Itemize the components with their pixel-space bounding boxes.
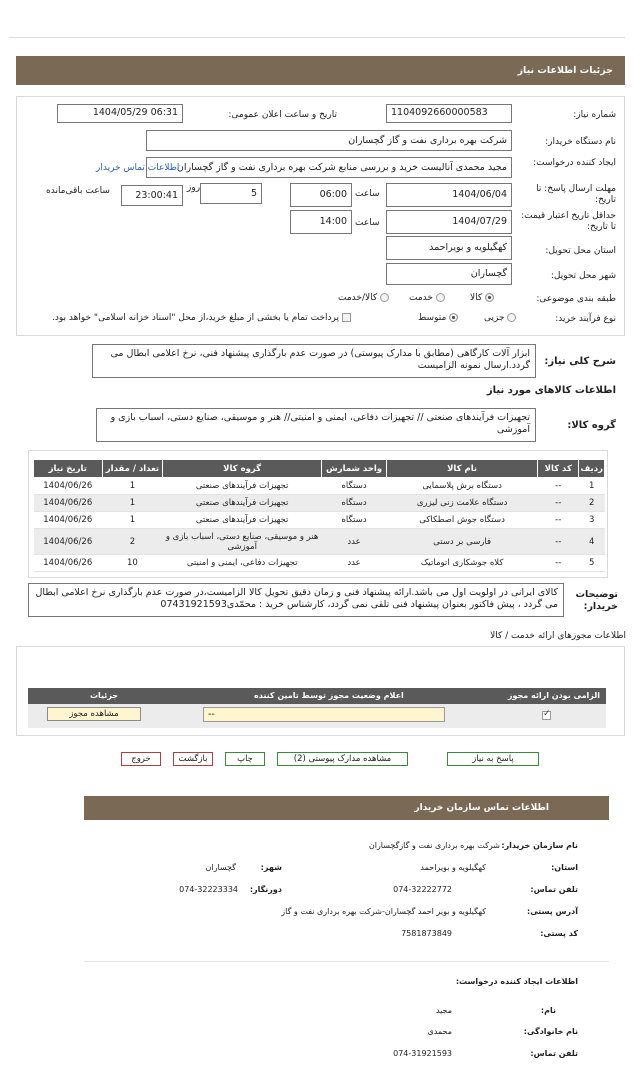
category-service[interactable]: خدمت <box>409 293 445 303</box>
buyer-org-field: شرکت بهره برداری نفت و گاز گچساران <box>146 130 512 151</box>
permit-details-header: جزئیات <box>90 691 119 700</box>
goods-radio-icon[interactable] <box>485 293 494 302</box>
row-index: 1 <box>579 478 605 495</box>
contact-org: شرکت بهره برداری نفت و گازگچساران <box>368 841 500 850</box>
validity-date-field: 1404/07/29 <box>386 210 512 234</box>
validity-label: حداقل تاریخ اعتبار قیمت: تا تاریخ: <box>521 211 616 232</box>
contact-org-label: نام سازمان خریدار: <box>501 841 578 850</box>
contact-postal-label: کد پستی: <box>540 929 578 938</box>
row-group: هنر و موسیقی، صنایع دستی، اسباب بازی و آموزشی <box>163 529 322 555</box>
province-label: استان محل تحویل: <box>545 246 616 256</box>
row-date: 1404/06/26 <box>34 529 103 555</box>
table-row <box>34 529 605 555</box>
buyer-org-label: نام دستگاه خریدار: <box>545 137 616 147</box>
row-unit: دستگاه <box>321 495 386 512</box>
validity-time-label: ساعت <box>355 218 380 228</box>
row-name: فارسی بر دستی <box>387 529 538 555</box>
table-row <box>34 555 605 572</box>
back-button[interactable]: بازگشت <box>173 752 213 766</box>
row-date: 1404/06/26 <box>34 512 103 529</box>
goods-group-field: تجهیزات فرآیندهای صنعتی // تجهیزات دفاعی، ایمنی و امنیتی// هنر و موسیقی، صنایع دستی، اسباب بازی و آموزشی <box>96 408 536 442</box>
row-group: تجهیزات فرآیندهای صنعتی <box>163 512 322 529</box>
table-row <box>34 495 605 512</box>
row-name: کلاه جوشکاری اتوماتیک <box>387 555 538 572</box>
row-qty: 1 <box>102 512 163 529</box>
permit-required-checkbox-icon[interactable] <box>542 711 551 720</box>
permit-required-header: الزامی بودن ارائه مجوز <box>507 691 600 700</box>
reply-button[interactable]: پاسخ به نیاز <box>447 752 539 766</box>
contact-postal: 7581873849 <box>401 929 452 938</box>
category-goods-service[interactable]: کالا/خدمت <box>338 293 389 303</box>
days-remaining-field: 5 <box>200 183 262 204</box>
row-unit: دستگاه <box>321 512 386 529</box>
minor-radio-icon[interactable] <box>507 313 516 322</box>
contact-phone-label: تلفن تماس: <box>530 885 578 894</box>
row-code: -- <box>538 495 579 512</box>
creator-label: ایجاد کننده درخواست: <box>533 158 616 168</box>
row-qty: 10 <box>102 555 163 572</box>
contact-divider <box>84 961 609 962</box>
service-radio-icon[interactable] <box>436 293 445 302</box>
validity-time-field: 14:00 <box>290 210 352 234</box>
creator-phone-label: تلفن تماس: <box>530 1049 578 1058</box>
row-code: -- <box>538 555 579 572</box>
table-row <box>34 512 605 529</box>
province-field: کهگیلویه و بویراحمد <box>386 236 512 260</box>
row-name: دستگاه برش پلاسمایی <box>387 478 538 495</box>
col-code: کد کالا <box>538 460 579 478</box>
goods-group-label: گروه کالا: <box>567 420 616 431</box>
top-divider <box>9 37 625 38</box>
row-code: -- <box>538 478 579 495</box>
creator-family-label: نام خانوادگی: <box>523 1027 578 1036</box>
contact-fax: 074-32223334 <box>179 885 238 894</box>
row-qty: 2 <box>102 529 163 555</box>
creator-field: مجید محمدی آنالیست خرید و بررسی منابع شرکت بهره برداری نفت و گاز گچساران <box>146 157 512 178</box>
goods-table-header <box>34 460 605 478</box>
need-number-field: 1104092660000583 <box>386 104 512 123</box>
contact-title: اطلاعات تماس سازمان خریدار <box>414 803 549 813</box>
buyer-notes-field: کالای ایرانی در اولویت اول می باشد.ارائه پیشنهاد فنی و زمان دقیق تحویل کالا الزامیست،در صورت عدم بارگذاری نرخ اعلامی ابطال می گردد ، پیش فاکتور بعنوان پیشنهاد فنی تلقی نمی گردد، کارشناس خرید : محمّدی07431921593 <box>28 583 564 617</box>
exit-button[interactable]: خروج <box>121 752 161 766</box>
goods-service-radio-icon[interactable] <box>380 293 389 302</box>
creator-info-title: اطلاعات ایجاد کننده درخواست: <box>455 977 578 986</box>
summary-field: ابزار آلات کارگاهی (مطابق با مدارک پیوستی) در صورت عدم بارگذاری پیشنهاد فنی، نرخ اعلامی ابطال می گردد.ارسال نمونه الزامیست <box>92 344 536 378</box>
row-group: تجهیزات دفاعی، ایمنی و امنیتی <box>163 555 322 572</box>
table-row <box>34 478 605 495</box>
contact-province: کهگیلویه و بویراحمد <box>420 863 486 872</box>
col-index: ردیف <box>579 460 605 478</box>
permit-status-header: اعلام وضعیت مجوز توسط تامین کننده <box>254 691 404 700</box>
col-group: گروه کالا <box>163 460 322 478</box>
goods-table <box>33 459 605 572</box>
row-qty: 1 <box>102 478 163 495</box>
creator-name-label: نام: <box>540 1006 556 1015</box>
creator-family: محمدی <box>427 1027 452 1036</box>
row-group: تجهیزات فرآیندهای صنعتی <box>163 478 322 495</box>
category-label: طبقه بندی موضوعی: <box>536 294 616 304</box>
row-date: 1404/06/26 <box>34 555 103 572</box>
permits-header <box>28 688 606 704</box>
row-unit: دستگاه <box>321 478 386 495</box>
summary-label: شرح کلی نیاز: <box>544 356 616 367</box>
contact-fax-label: دورنگار: <box>249 885 282 894</box>
row-name: دستگاه جوش اصطکاکی <box>387 512 538 529</box>
attachments-button[interactable]: مشاهده مدارک پیوستی (2) <box>277 752 408 766</box>
view-permit-button[interactable]: مشاهده مجوز <box>47 707 141 721</box>
contact-header <box>84 796 609 820</box>
purchase-medium[interactable]: متوسط <box>418 313 458 323</box>
treasury-option[interactable]: پرداخت تمام یا بخشی از مبلغ خرید،از محل "اسناد خزانه اسلامی" خواهد بود. <box>52 313 351 323</box>
goods-section-title: اطلاعات کالاهای مورد نیاز <box>486 385 616 396</box>
row-code: -- <box>538 529 579 555</box>
permits-title: اطلاعات مجوزهای ارائه خدمت / کالا <box>490 631 626 641</box>
row-name: دستگاه علامت زنی لیزری <box>387 495 538 512</box>
row-index: 3 <box>579 512 605 529</box>
purchase-minor[interactable]: جزیی <box>484 313 516 323</box>
contact-province-label: استان: <box>551 863 578 872</box>
print-button[interactable]: چاپ <box>225 752 265 766</box>
reply-time-label: ساعت <box>355 189 380 199</box>
col-qty: تعداد / مقدار <box>102 460 163 478</box>
reply-time-field: 06:00 <box>290 183 352 207</box>
announce-field: 1404/05/29 06:31 <box>57 104 183 123</box>
contact-city-label: شهر: <box>260 863 282 872</box>
contact-city: گچساران <box>205 863 236 872</box>
contact-phone: 074-32222772 <box>393 885 452 894</box>
col-unit: واحد شمارش <box>321 460 386 478</box>
day-label: روز <box>187 183 201 193</box>
need-number-label: شماره نیاز: <box>573 110 616 120</box>
buyer-contact-link[interactable]: اطلاعات تماس خریدار <box>96 163 180 173</box>
row-index: 4 <box>579 529 605 555</box>
row-unit: عدد <box>321 529 386 555</box>
contact-address-label: آدرس پستی: <box>527 907 578 916</box>
row-group: تجهیزات فرآیندهای صنعتی <box>163 495 322 512</box>
reply-date-field: 1404/06/04 <box>386 183 512 207</box>
creator-phone: 074-31921593 <box>393 1049 452 1058</box>
creator-name: مجید <box>435 1006 452 1015</box>
col-name: نام کالا <box>387 460 538 478</box>
contact-address: کهگیلویه و بویر احمد گچساران-شرکت بهره برداری نفت و گاز <box>281 907 486 916</box>
row-qty: 1 <box>102 495 163 512</box>
category-goods[interactable]: کالا <box>470 293 494 303</box>
time-remaining-field: 23:00:41 <box>121 185 183 206</box>
page-header <box>16 56 625 85</box>
page-title: جزئیات اطلاعات نیاز <box>517 65 613 76</box>
city-label: شهر محل تحویل: <box>550 271 616 281</box>
medium-radio-icon[interactable] <box>449 313 458 322</box>
buyer-notes-label: توضیحات خریدار: <box>575 589 618 612</box>
announce-label: تاریخ و ساعت اعلان عمومی: <box>228 110 337 120</box>
row-index: 5 <box>579 555 605 572</box>
permit-status-field: -- <box>203 707 445 722</box>
city-field: گچساران <box>386 263 512 285</box>
row-code: -- <box>538 512 579 529</box>
col-date: تاریخ نیاز <box>34 460 103 478</box>
row-unit: عدد <box>321 555 386 572</box>
row-index: 2 <box>579 495 605 512</box>
purchase-type-label: نوع فرآیند خرید: <box>555 314 616 324</box>
row-date: 1404/06/26 <box>34 478 103 495</box>
remaining-label: ساعت باقی‌مانده <box>46 186 110 196</box>
reply-deadline-label: مهلت ارسال پاسخ: تا تاریخ: <box>536 184 616 205</box>
treasury-checkbox-icon[interactable] <box>342 313 351 322</box>
row-date: 1404/06/26 <box>34 495 103 512</box>
check-icon: ✓ <box>543 709 551 719</box>
